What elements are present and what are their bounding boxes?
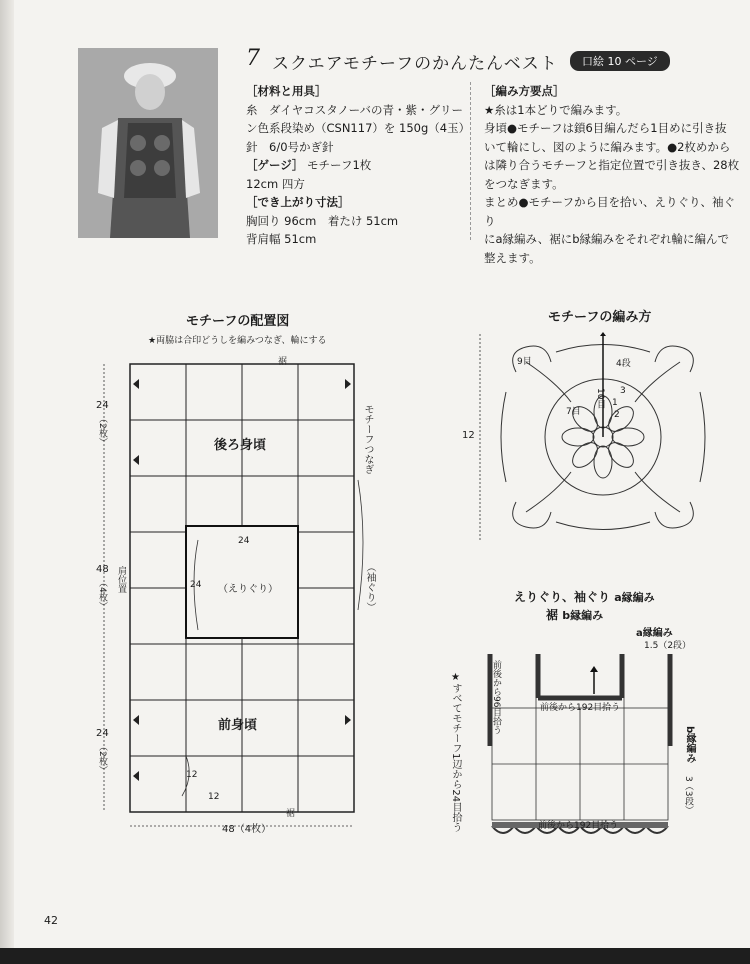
instructions-line: いて輪にし、図のように編みます。●2枚めから (484, 139, 731, 154)
size-line: 胸回り 96cm 着たけ 51cm (246, 213, 399, 228)
page-ref-badge: 口絵 10 ページ (570, 51, 670, 71)
gauge-header: ［ゲージ］ (246, 158, 304, 172)
materials-line: 針 6/0号かぎ針 (246, 139, 334, 154)
materials-header: ［材料と用具］ (246, 84, 327, 98)
edging-title-1-text: えりぐり、袖ぐり (514, 590, 611, 604)
motif-label-7: 7目 (566, 407, 581, 417)
dim-bot-value: 24 (96, 728, 109, 739)
pick-192-bottom-label: 前後から192目拾う (538, 821, 619, 831)
armhole-label: （袖ぐり） (364, 562, 375, 612)
column-divider (470, 82, 471, 240)
motif-label-9: 9目 (517, 357, 532, 367)
instructions-section (484, 82, 742, 267)
page-edge (0, 948, 750, 964)
motif-chart-title: モチーフの編み方 (548, 310, 652, 325)
gauge-line: モチーフ1枚 (307, 158, 372, 172)
motif-size-label: 12 (462, 430, 475, 441)
corner-height-label: 12 (186, 770, 198, 780)
corner-width-label: 12 (208, 792, 220, 802)
b-edging-label: b縁編み (684, 726, 695, 764)
hem-top-label: 裾 (278, 357, 288, 367)
motif-label-row2: 2 (614, 410, 620, 420)
motif-label-10: 10目 (595, 388, 605, 409)
motif-label-row3: 3 (620, 386, 626, 396)
motif-label-row1: 1 (612, 398, 618, 408)
dim-mid-count: （4枚） (97, 578, 107, 611)
front-body-label: 前身頃 (218, 718, 258, 733)
dim-bot-count: （2枚） (97, 742, 107, 775)
pick-192-top-label: 前後から192目拾う (540, 703, 621, 713)
dim-top-value: 24 (96, 400, 109, 411)
page-spine (0, 0, 14, 964)
shoulder-label: 肩位置 (116, 566, 126, 593)
materials-line: 糸 ダイヤコスタノーバの青・紫・グリー (246, 102, 464, 117)
a-edging-rows: 1.5（2段） (644, 641, 692, 651)
size-line: 背肩幅 51cm (246, 232, 317, 246)
motif-size-line (474, 334, 486, 540)
edging-title-2-text: 裾 (546, 608, 559, 622)
pattern-title: スクエアモチーフのかんたんベスト (272, 54, 558, 74)
instructions-line: 整えます。 (484, 250, 541, 265)
page-number: 42 (44, 914, 58, 927)
motif-label-row4: 4段 (616, 359, 631, 369)
instructions-line: は隣り合うモチーフと指定位置で引き抜き、28枚 (484, 158, 740, 172)
layout-diagram-title: モチーフの配置図 (186, 314, 290, 329)
dim-bottom-value: 48（4枚） (222, 824, 272, 835)
instructions-line: をつなぎます。 (484, 176, 564, 191)
instructions-line: にa縁編み、裾にb縁編みをそれぞれ輪に編んで (484, 232, 730, 246)
layout-diagram (90, 350, 390, 840)
instructions-line: 身頃●モチーフは鎖6目編んだら1目めに引き抜 (484, 121, 727, 135)
materials-section (246, 82, 471, 249)
instructions-line: まとめ●モチーフから目を拾い、えりぐり、袖ぐり (484, 195, 735, 228)
layout-note: ★両脇は合印どうしを編みつなぎ、輪にする (148, 336, 327, 346)
pick-96-label: 前後から96目拾う (491, 660, 501, 735)
edging-title-2-type: b縁編み (562, 609, 604, 622)
edging-title-1 (514, 588, 655, 605)
edging-title-1-type: a縁編み (614, 591, 655, 604)
neckline-label: （えりぐり） (218, 584, 278, 595)
instructions-line: ★糸は1本どりで編みます。 (484, 102, 628, 117)
dim-top-count: （2枚） (97, 414, 107, 447)
materials-line: ン色系段染め（CSN117）を 150g（4玉） (246, 121, 471, 135)
neck-width-label: 24 (238, 536, 250, 546)
motif-join-label: モチーフつなぎ (362, 404, 373, 474)
b-edging-rows: 3（3段） (683, 776, 693, 815)
edging-title-2 (546, 606, 603, 623)
back-body-label: 後ろ身頃 (214, 438, 267, 453)
a-edging-label: a縁編み (636, 628, 673, 639)
neck-height-label: 24 (190, 580, 202, 590)
gauge-line: 12cm 四方 (246, 176, 305, 191)
model-photo (78, 48, 218, 238)
size-header: ［でき上がり寸法］ (246, 195, 350, 209)
instructions-header: ［編み方要点］ (484, 84, 565, 98)
side-note: ★すべてモチーフ1辺から24目拾う (450, 672, 461, 833)
hem-bottom-label: 裾 (286, 809, 296, 819)
dim-mid-value: 48 (96, 564, 109, 575)
pattern-number: 7 (246, 46, 260, 71)
